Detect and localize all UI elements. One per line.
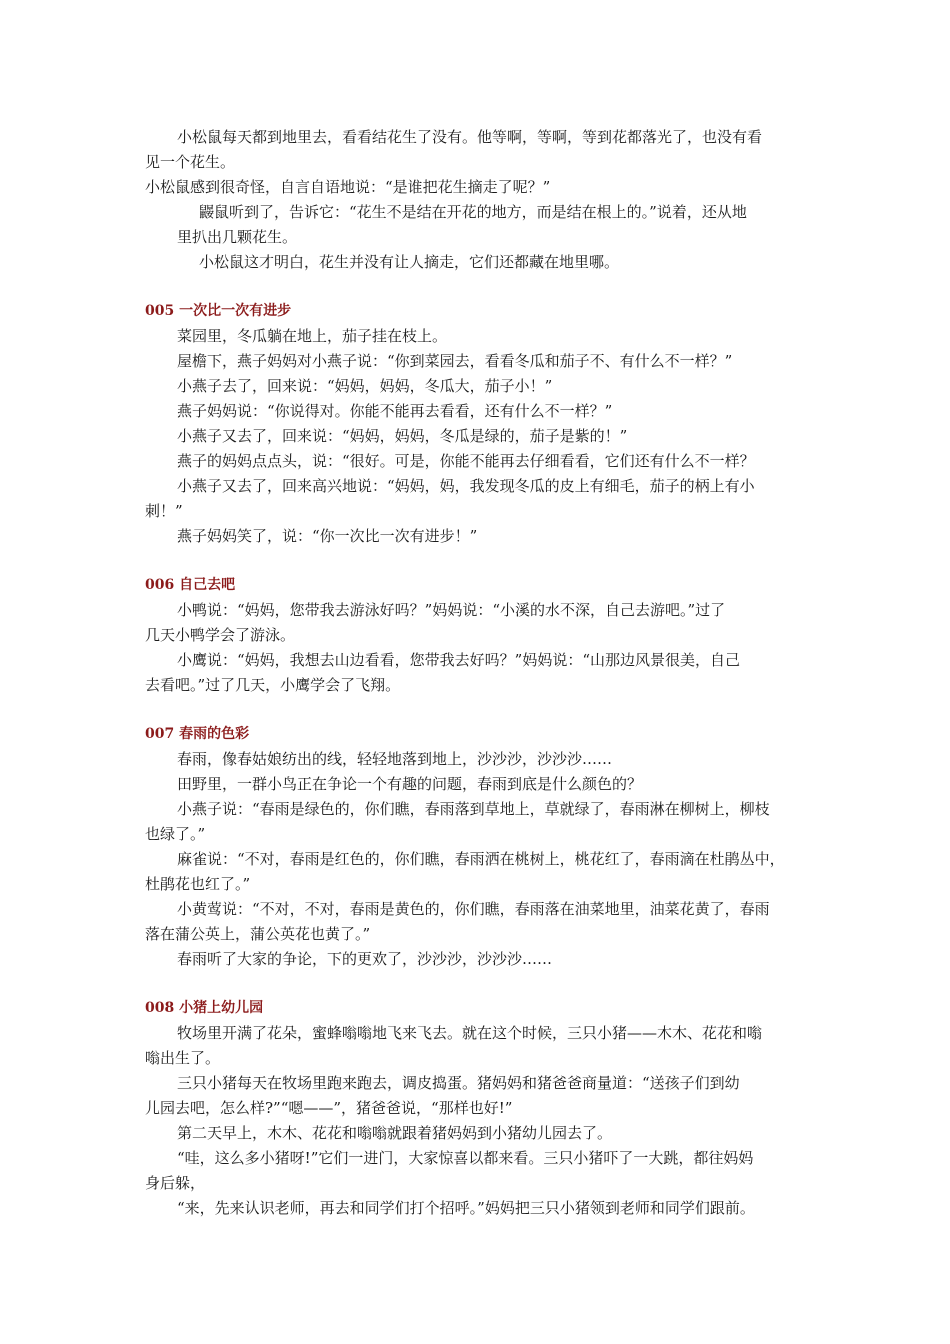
section-heading-007: 007 春雨的色彩 (145, 726, 250, 742)
paragraph-line: 小燕子又去了，回来高兴地说：“妈妈，妈，我发现冬瓜的皮上有细毛，茄子的柄上有小 (177, 477, 755, 495)
paragraph-line: 杜鹃花也红了。” (145, 875, 251, 893)
paragraph-line: 燕子妈妈说：“你说得对。你能不能再去看看，还有什么不一样？” (177, 402, 613, 420)
paragraph-line: 小鸭说：“妈妈，您带我去游泳好吗？”妈妈说：“小溪的水不深，自己去游吧。”过了 (177, 601, 726, 619)
section-heading-008: 008 小猪上幼儿园 (145, 1000, 264, 1016)
paragraph-line: 牧场里开满了花朵，蜜蜂嗡嗡地飞来飞去。就在这个时候，三只小猪——木木、花花和嗡 (177, 1024, 763, 1042)
paragraph-line: 三只小猪每天在牧场里跑来跑去，调皮捣蛋。猪妈妈和猪爸爸商量道：“送孩子们到幼 (177, 1074, 740, 1092)
paragraph-line: 田野里，一群小鸟正在争论一个有趣的问题，春雨到底是什么颜色的？ (177, 775, 643, 793)
section-heading-005: 005 一次比一次有进步 (145, 303, 292, 319)
paragraph-line: 也绿了。” (145, 825, 206, 843)
paragraph-line: 麻雀说：“不对，春雨是红色的，你们瞧，春雨洒在桃树上，桃花红了，春雨滴在杜鹃丛中， (177, 850, 785, 868)
paragraph-line: 鼹鼠听到了，告诉它：“花生不是结在开花的地方，而是结在根上的。”说着，还从地 (199, 203, 747, 221)
paragraph-line: 去看吧。”过了几天，小鹰学会了飞翔。 (145, 676, 401, 694)
paragraph-line: 春雨，像春姑娘纺出的线，轻轻地落到地上，沙沙沙，沙沙沙…… (177, 750, 613, 768)
paragraph-line: 小松鼠这才明白，花生并没有让人摘走，它们还都藏在地里哪。 (199, 253, 620, 271)
paragraph-line: 小黄莺说：“不对，不对，春雨是黄色的，你们瞧，春雨落在油菜地里，油菜花黄了，春雨 (177, 900, 770, 918)
paragraph-line: 刺！” (145, 502, 183, 520)
paragraph-line: 里扒出几颗花生。 (177, 228, 298, 246)
paragraph-line: 菜园里，冬瓜躺在地上，茄子挂在枝上。 (177, 327, 448, 345)
paragraph-line: 落在蒲公英上，蒲公英花也黄了。” (145, 925, 371, 943)
section-heading-006: 006 自己去吧 (145, 577, 236, 593)
paragraph-line: “来，先来认识老师，再去和同学们打个招呼。”妈妈把三只小猪领到老师和同学们跟前。 (177, 1199, 755, 1217)
paragraph-line: 燕子的妈妈点点头，说：“很好。可是，你能不能再去仔细看看，它们还有什么不一样？ (177, 452, 755, 470)
paragraph-line: 几天小鸭学会了游泳。 (145, 626, 296, 644)
paragraph-line: 嗡出生了。 (145, 1049, 221, 1067)
paragraph-line: 儿园去吧，怎么样?”“嗯——”，猪爸爸说，“那样也好!” (145, 1099, 513, 1117)
paragraph-line: 小鹰说：“妈妈，我想去山边看看，您带我去好吗？”妈妈说：“山那边风景很美，自己 (177, 651, 741, 669)
paragraph-line: 小松鼠感到很奇怪，自言自语地说：“是谁把花生摘走了呢？” (145, 178, 551, 196)
paragraph-line: 第二天早上，木木、花花和嗡嗡就跟着猪妈妈到小猪幼儿园去了。 (177, 1124, 613, 1142)
paragraph-line: 见一个花生。 (145, 153, 236, 171)
paragraph-line: 春雨听了大家的争论，下的更欢了，沙沙沙，沙沙沙…… (177, 950, 553, 968)
paragraph-line: 小燕子说：“春雨是绿色的，你们瞧，春雨落到草地上，草就绿了，春雨淋在柳树上，柳枝 (177, 800, 770, 818)
paragraph-line: 燕子妈妈笑了，说：“你一次比一次有进步！” (177, 527, 478, 545)
paragraph-line: 身后躲， (145, 1174, 206, 1192)
paragraph-line: 小松鼠每天都到地里去，看看结花生了没有。他等啊，等啊，等到花都落光了，也没有看 (177, 128, 763, 146)
paragraph-line: 小燕子去了，回来说：“妈妈，妈妈，冬瓜大，茄子小！” (177, 377, 553, 395)
paragraph-line: 小燕子又去了，回来说：“妈妈，妈妈，冬瓜是绿的，茄子是紫的！” (177, 427, 628, 445)
paragraph-line: “哇，这么多小猪呀!”它们一进门，大家惊喜以都来看。三只小猪吓了一大跳，都往妈妈 (177, 1149, 754, 1167)
paragraph-line: 屋檐下，燕子妈妈对小燕子说：“你到菜园去，看看冬瓜和茄子不、有什么不一样？” (177, 352, 733, 370)
